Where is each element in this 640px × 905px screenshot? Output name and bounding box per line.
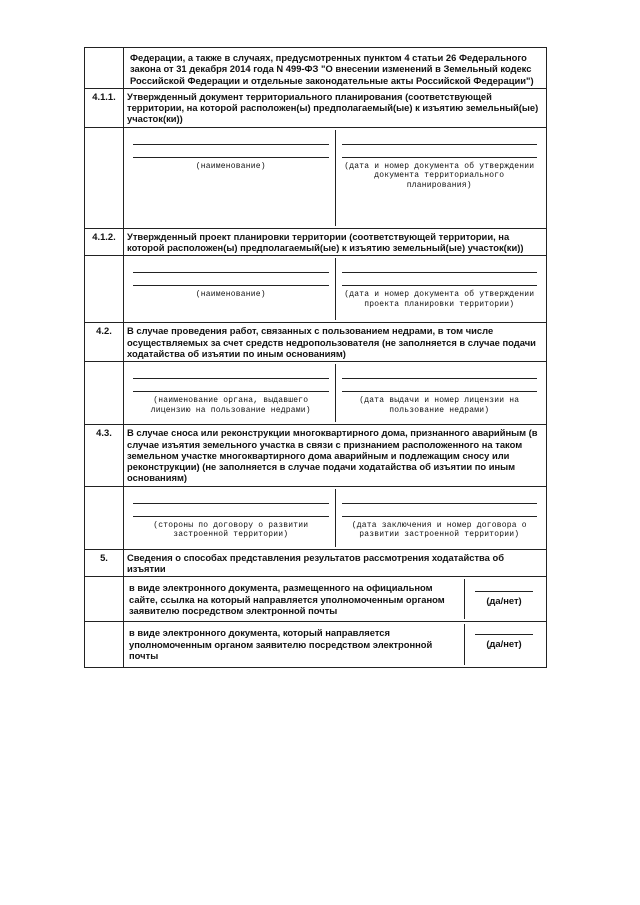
field-line (133, 264, 329, 273)
option-1-answer-label: (да/нет) (486, 595, 522, 607)
option-2-answer-label: (да/нет) (486, 638, 522, 650)
row-4-1-1-text: Утвержденный документ территориального планирования (соответствующей территории, на которой расположен(ы) предполагаемый(ые) к изъятию земельный(ые) участок(ки)) (124, 88, 547, 127)
row-5-text: Сведения о способах представления результатов рассмотрения ходатайства об изъятии (124, 549, 547, 577)
document-page (84, 47, 547, 668)
row-4-1-2-text: Утвержденный проект планировки территории (соответствующей территории, на которой расположен(ы) предполагаемый(ые) к изъятию земельный(ые) участок(ки)) (124, 228, 547, 256)
field-line (342, 495, 538, 504)
planning-doc-date-field[interactable] (336, 130, 544, 226)
row-5 (85, 549, 547, 577)
answer-line (475, 634, 533, 635)
intro-row (85, 48, 547, 89)
row-4-1-2 (85, 228, 547, 256)
field-line (133, 136, 329, 145)
field-caption: (дата и номер документа об утверждении проекта планировки территории) (344, 290, 535, 309)
field-caption: (дата выдачи и номер лицензии на пользование недрами) (359, 396, 520, 415)
row-4-1-1-num: 4.1.1. (85, 88, 124, 127)
row-4-3-text: В случае сноса или реконструкции многоквартирного дома, признанного аварийным (в случае изъятия земельного участка в связи с признанием расположенного на таком земельном участке многоквартирного дома аварийным и подлежащим сносу или реконструкции) (не заполняется в случае подачи ходатайства об изъятии по иным основаниям) (124, 425, 547, 486)
field-line (342, 370, 538, 379)
intro-num-cell (85, 48, 124, 89)
field-line (342, 264, 538, 273)
row-4-2 (85, 323, 547, 362)
field-line (133, 508, 329, 517)
project-name-field[interactable] (127, 258, 336, 320)
row-4-1-2-num: 4.1.2. (85, 228, 124, 256)
field-caption: (наименование) (195, 161, 266, 171)
field-caption: (стороны по договору о развитии застроенной территории) (153, 520, 309, 540)
row-4-1-1 (85, 88, 547, 127)
contract-parties-field[interactable] (127, 489, 336, 547)
field-line (342, 508, 538, 517)
planning-doc-name-field[interactable] (127, 130, 336, 226)
field-line (133, 370, 329, 379)
license-issuer-field[interactable] (127, 364, 336, 422)
row-4-3-num: 4.3. (85, 425, 124, 486)
row-4-3-fields (85, 486, 547, 549)
field-line (342, 277, 538, 286)
option-1-answer-field[interactable] (465, 579, 543, 619)
answer-line (475, 591, 533, 592)
row-4-1-1-fields (85, 127, 547, 228)
field-line (133, 149, 329, 158)
row-4-2-text: В случае проведения работ, связанных с пользованием недрами, в том числе осуществляемых за счет средств недропользователя (не заполняется в случае подачи ходатайства об изъятии по иным основаниям) (124, 323, 547, 362)
row-5-num: 5. (85, 549, 124, 577)
row-4-3 (85, 425, 547, 486)
petition-form-table (84, 47, 547, 668)
contract-date-field[interactable] (336, 489, 544, 547)
field-line (133, 495, 329, 504)
field-caption: (дата и номер документа об утверждении документа территориального планирования) (344, 161, 535, 190)
row-5-option-2 (85, 622, 547, 668)
row-4-2-num: 4.2. (85, 323, 124, 362)
option-1-text: в виде электронного документа, размещенного на официальном сайте, ссылка на который направляется уполномоченным органом заявителю посредством электронной почты (127, 579, 465, 619)
license-date-field[interactable] (336, 364, 544, 422)
field-caption: (дата заключения и номер договора о развитии застроенной территории) (351, 520, 527, 540)
field-line (342, 136, 538, 145)
field-line (342, 149, 538, 158)
option-2-answer-field[interactable] (465, 624, 543, 665)
field-caption: (наименование) (195, 290, 266, 300)
field-line (133, 383, 329, 392)
row-4-1-2-fields (85, 256, 547, 323)
field-caption: (наименование органа, выдавшего лицензию на пользование недрами) (150, 396, 311, 415)
row-4-2-fields (85, 362, 547, 425)
intro-text: Федерации, а также в случаях, предусмотренных пунктом 4 статьи 26 Федерального закона от 31 декабря 2014 года N 499-ФЗ "О внесении изменений в Земельный кодекс Российской Федерации и отдельные законодательные акты Российской Федерации") (124, 48, 547, 89)
row-5-option-1 (85, 577, 547, 622)
option-2-text: в виде электронного документа, который направляется уполномоченным органом заявителю посредством электронной почты (127, 624, 465, 665)
project-date-field[interactable] (336, 258, 544, 320)
field-line (133, 277, 329, 286)
field-line (342, 383, 538, 392)
